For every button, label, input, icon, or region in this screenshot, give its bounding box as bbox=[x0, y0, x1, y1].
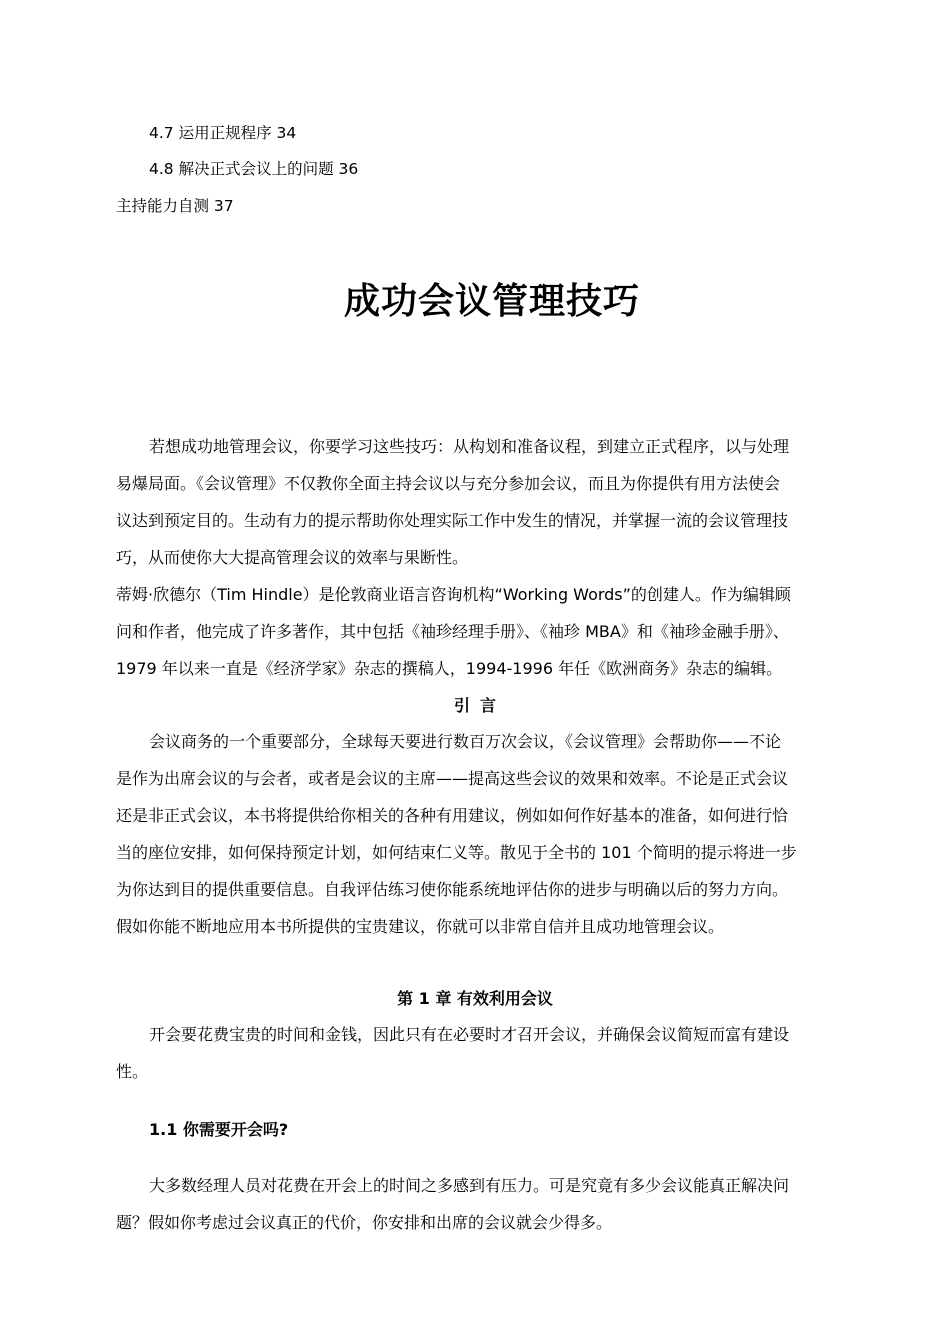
intro-line: 还是非正式会议，本书将提供给你相关的各种有用建议，例如如何作好基本的准备，如何进行恰 bbox=[116, 806, 789, 825]
summary-line: 若想成功地管理会议，你要学习这些技巧：从构划和准备议程，到建立正式程序，以与处理 bbox=[149, 437, 790, 456]
section-heading: 1.1 你需要开会吗? bbox=[149, 1120, 289, 1139]
section-line: 大多数经理人员对花费在开会上的时间之多感到有压力。可是究竟有多少会议能真正解决问 bbox=[149, 1176, 790, 1195]
intro-heading: 引言 bbox=[453, 696, 506, 715]
chapter-heading: 第 1 章 有效利用会议 bbox=[397, 989, 553, 1008]
author-line: 蒂姆·欣德尔（Tim Hindle）是伦敦商业语言咨询机构“Working Words”的创建人。作为编辑顾 bbox=[116, 585, 791, 604]
intro-line: 为你达到目的提供重要信息。自我评估练习使你能系统地评估你的进步与明确以后的努力方向。 bbox=[116, 880, 789, 899]
document-title: 成功会议管理技巧 bbox=[343, 281, 640, 322]
intro-line: 当的座位安排，如何保持预定计划，如何结束仁义等。散见于全书的 101 个简明的提示将进一步 bbox=[116, 843, 797, 862]
intro-line: 假如你能不断地应用本书所提供的宝贵建议，你就可以非常自信并且成功地管理会议。 bbox=[116, 917, 725, 936]
author-line: 1979 年以来一直是《经济学家》杂志的撰稿人，1994-1996 年任《欧洲商务》杂志的编辑。 bbox=[116, 659, 783, 678]
chapter-line: 开会要花费宝贵的时间和金钱，因此只有在必要时才召开会议，并确保会议简短而富有建设 bbox=[149, 1025, 790, 1044]
toc-item-4-7: 4.7 运用正规程序 34 bbox=[149, 124, 297, 142]
author-line: 问和作者，他完成了许多著作，其中包括《袖珍经理手册》、《袖珍 MBA》和《袖珍金融手册》、 bbox=[116, 622, 789, 641]
summary-line: 巧，从而使你大大提高管理会议的效率与果断性。 bbox=[116, 548, 469, 567]
section-line: 题？假如你考虑过会议真正的代价，你安排和出席的会议就会少得多。 bbox=[116, 1213, 613, 1232]
chapter-line: 性。 bbox=[116, 1062, 149, 1081]
summary-line: 易爆局面。《会议管理》不仅教你全面主持会议以与充分参加会议，而且为你提供有用方法使会 bbox=[116, 474, 781, 493]
intro-line: 会议商务的一个重要部分，全球每天要进行数百万次会议，《会议管理》会帮助你——不论 bbox=[149, 732, 782, 751]
intro-line: 是作为出席会议的与会者，或者是会议的主席——提高这些会议的效果和效率。不论是正式会议 bbox=[116, 769, 789, 788]
toc-item-4-8: 4.8 解决正式会议上的问题 36 bbox=[149, 160, 359, 178]
toc-item-self-test: 主持能力自测 37 bbox=[116, 197, 234, 215]
summary-line: 议达到预定目的。生动有力的提示帮助你处理实际工作中发生的情况，并掌握一流的会议管理技 bbox=[116, 511, 789, 530]
